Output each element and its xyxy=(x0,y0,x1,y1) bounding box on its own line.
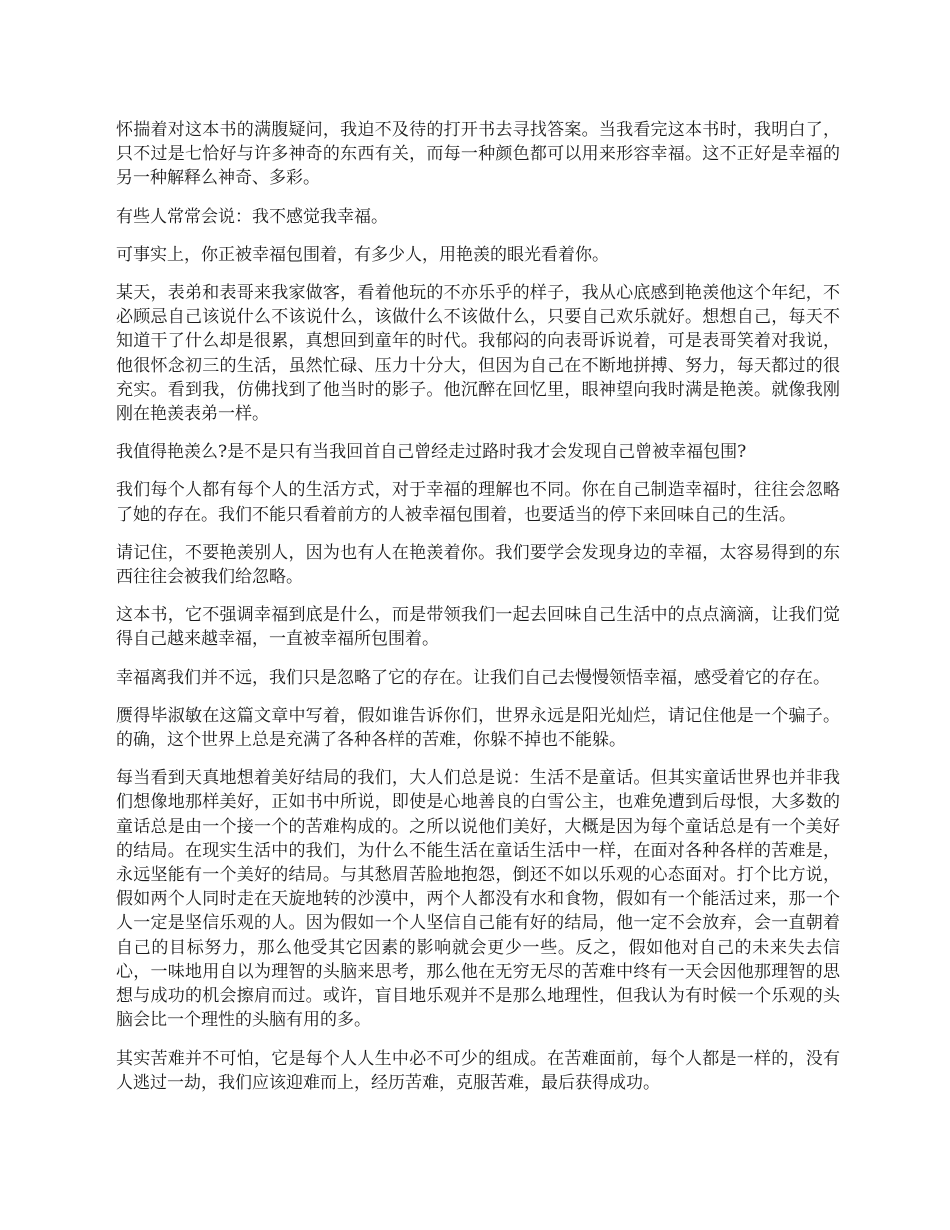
paragraph-5: 我值得艳羡么?是不是只有当我回首自己曾经走过路时我才会发现自己曾被幸福包围? xyxy=(116,442,747,463)
paragraph-12: 其实苦难并不可怕，它是每个人人生中必不可少的组成。在苦难面前，每个人都是一样的，没有人逃过一劫，我们应该迎难而上，经历苦难，克服苦难，最后获得成功。 xyxy=(116,1048,840,1093)
paragraph-11: 每当看到天真地想着美好结局的我们，大人们总是说：生活不是童话。但其实童话世界也并非我们想像地那样美好，正如书中所说，即使是心地善良的白雪公主，也难免遭到后母恨，大多数的童话总是由一个接一个的苦难构成的。之所以说他们美好，大概是因为每个童话总是有一个美好的结局。在现实生活中的我们，为什么不能生活在童话生活中一样，在面对各种各样的苦难是，永远坚能有一个美好的结局。与其愁眉苦脸地抱怨，倒还不如以乐观的心态面对。打个比方说，假如两个人同时走在天旋地转的沙漠中，两个人都没有水和食物，假如有一个能活过来，那一个人一定是坚信乐观的人。因为假如一个人坚信自己能有好的结局，他一定不会放弃，会一直朝着自己的目标努力，那么他受其它因素的影响就会更少一些。反之，假如他对自己的未来失去信心，一味地用自以为理智的头脑来思考，那么他在无穷无尽的苦难中终有一天会因他那理智的思想与成功的机会擦肩而过。或许，盲目地乐观并不是那么地理性，但我认为有时候一个乐观的头脑会比一个理性的头脑有用的多。 xyxy=(116,768,840,1031)
paragraph-9: 幸福离我们并不远，我们只是忽略了它的存在。让我们自己去慢慢领悟幸福，感受着它的存在。 xyxy=(116,667,830,688)
document-body xyxy=(116,118,840,1109)
paragraph-1: 怀揣着对这本书的满腹疑问，我迫不及待的打开书去寻找答案。当我看完这本书时，我明白了，只不过是七恰好与许多神奇的东西有关，而每一种颜色都可以用来形容幸福。这不正好是幸福的另一种解释么神奇、多彩。 xyxy=(116,120,840,189)
paragraph-4: 某天，表弟和表哥来我家做客，看着他玩的不亦乐乎的样子，我从心底感到艳羡他这个年纪，不必顾忌自己该说什么不该说什么，该做什么不该做什么，只要自己欢乐就好。想想自己，每天不知道干了什么却是很累，真想回到童年的时代。我郁闷的向表哥诉说着，可是表哥笑着对我说，他很怀念初三的生活，虽然忙碌、压力十分大，但因为自己在不断地拼搏、努力，每天都过的很充实。看到我，仿佛找到了他当时的影子。他沉醉在回忆里，眼神望向我时满是艳羡。就像我刚刚在艳羡表弟一样。 xyxy=(116,283,840,425)
paragraph-8: 这本书，它不强调幸福到底是什么，而是带领我们一起去回味自己生活中的点点滴滴，让我们觉得自己越来越幸福，一直被幸福所包围着。 xyxy=(116,605,840,650)
paragraph-2: 有些人常常会说：我不感觉我幸福。 xyxy=(116,206,388,227)
paragraph-7: 请记住，不要艳羡别人，因为也有人在艳羡着你。我们要学会发现身边的幸福，太容易得到的东西往往会被我们给忽略。 xyxy=(116,542,840,588)
paragraph-6: 我们每个人都有每个人的生活方式，对于幸福的理解也不同。你在自己制造幸福时，往往会忽略了她的存在。我们不能只看着前方的人被幸福包围着，也要适当的停下来回味自己的生活。 xyxy=(116,480,840,525)
paragraph-3: 可事实上，你正被幸福包围着，有多少人，用艳羡的眼光看着你。 xyxy=(116,244,609,265)
paragraph-10: 赝得毕淑敏在这篇文章中写着，假如谁告诉你们，世界永远是阳光灿烂，请记住他是一个骗子。的确，这个世界上总是充满了各种各样的苦难，你躲不掉也不能躲。 xyxy=(116,705,840,751)
